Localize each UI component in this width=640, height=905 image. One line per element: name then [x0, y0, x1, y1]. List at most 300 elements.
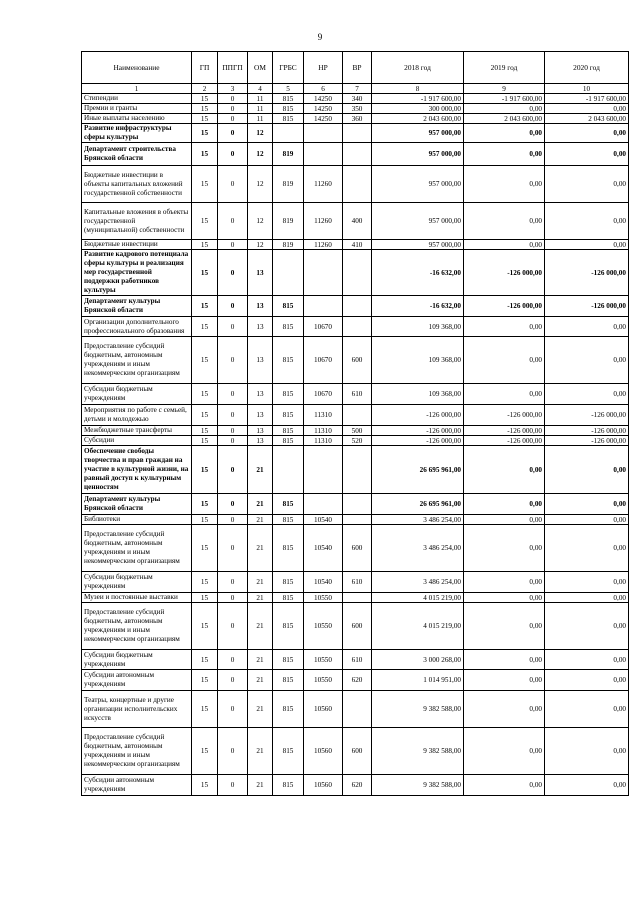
- amount-2020-cell: 0,00: [545, 515, 629, 525]
- om-cell: 11: [248, 104, 273, 114]
- row-name-cell: Иные выплаты населению: [82, 114, 192, 124]
- amount-2018-cell: 4 015 219,00: [372, 603, 464, 650]
- ppgp-cell: 0: [218, 405, 248, 426]
- amount-2018-cell: 26 695 961,00: [372, 494, 464, 515]
- row-name-cell: Предоставление субсидий бюджетным, автономным учреждениям и иным некоммерческим организациям: [82, 603, 192, 650]
- col-number: 8: [372, 84, 464, 94]
- grbs-cell: 815: [273, 650, 304, 670]
- table-row: [82, 603, 629, 650]
- gp-cell: 15: [192, 250, 218, 296]
- ppgp-cell: 0: [218, 593, 248, 603]
- amount-2018-cell: 26 695 961,00: [372, 446, 464, 494]
- amount-2018-cell: 109 368,00: [372, 384, 464, 405]
- grbs-cell: 815: [273, 494, 304, 515]
- grbs-cell: 815: [273, 104, 304, 114]
- grbs-cell: 815: [273, 593, 304, 603]
- gp-cell: 15: [192, 384, 218, 405]
- nr-cell: 10560: [304, 775, 343, 796]
- row-name-cell: Капитальные вложения в объекты государственной (муниципальной) собственности: [82, 203, 192, 240]
- amount-2019-cell: 0,00: [464, 603, 545, 650]
- ppgp-cell: 0: [218, 317, 248, 337]
- col-number: 4: [248, 84, 273, 94]
- grbs-cell: 815: [273, 94, 304, 104]
- om-cell: 21: [248, 572, 273, 593]
- om-cell: 13: [248, 436, 273, 446]
- amount-2018-cell: 1 014 951,00: [372, 670, 464, 691]
- nr-cell: 10540: [304, 525, 343, 572]
- amount-2020-cell: -1 917 600,00: [545, 94, 629, 104]
- nr-cell: 11310: [304, 405, 343, 426]
- table-row: [82, 525, 629, 572]
- nr-cell: 10550: [304, 593, 343, 603]
- amount-2020-cell: 0,00: [545, 494, 629, 515]
- amount-2020-cell: 0,00: [545, 143, 629, 166]
- nr-cell: [304, 124, 343, 143]
- vr-cell: 600: [343, 525, 372, 572]
- column-number-row: [82, 84, 629, 94]
- row-name-cell: Департамент культуры Брянской области: [82, 494, 192, 515]
- amount-2019-cell: -1 917 600,00: [464, 94, 545, 104]
- row-name-cell: Музеи и постоянные выставки: [82, 593, 192, 603]
- om-cell: 13: [248, 250, 273, 296]
- amount-2018-cell: -126 000,00: [372, 426, 464, 436]
- grbs-cell: 819: [273, 203, 304, 240]
- vr-cell: [343, 593, 372, 603]
- om-cell: 12: [248, 124, 273, 143]
- nr-cell: 14250: [304, 104, 343, 114]
- amount-2020-cell: 0,00: [545, 337, 629, 384]
- om-cell: 13: [248, 317, 273, 337]
- nr-cell: [304, 143, 343, 166]
- vr-cell: [343, 515, 372, 525]
- ppgp-cell: 0: [218, 124, 248, 143]
- om-cell: 21: [248, 525, 273, 572]
- om-cell: 11: [248, 114, 273, 124]
- grbs-cell: [273, 446, 304, 494]
- row-name-cell: Бюджетные инвестиции в объекты капитальных вложений государственной собственности: [82, 166, 192, 203]
- gp-cell: 15: [192, 572, 218, 593]
- vr-cell: 400: [343, 203, 372, 240]
- amount-2019-cell: -126 000,00: [464, 250, 545, 296]
- amount-2020-cell: 0,00: [545, 728, 629, 775]
- amount-2018-cell: 4 015 219,00: [372, 593, 464, 603]
- amount-2018-cell: 109 368,00: [372, 337, 464, 384]
- om-cell: 21: [248, 691, 273, 728]
- nr-cell: 10550: [304, 603, 343, 650]
- grbs-cell: 819: [273, 166, 304, 203]
- table-row: [82, 515, 629, 525]
- amount-2018-cell: 957 000,00: [372, 124, 464, 143]
- amount-2019-cell: 0,00: [464, 124, 545, 143]
- row-name-cell: Предоставление субсидий бюджетным, автономным учреждениям и иным некоммерческим организациям: [82, 525, 192, 572]
- nr-cell: 11260: [304, 203, 343, 240]
- table-row: [82, 572, 629, 593]
- amount-2018-cell: 3 000 268,00: [372, 650, 464, 670]
- table-row: [82, 296, 629, 317]
- grbs-cell: 815: [273, 317, 304, 337]
- col-header-grbs: ГРБС: [273, 52, 304, 84]
- table-row: [82, 240, 629, 250]
- gp-cell: 15: [192, 426, 218, 436]
- amount-2018-cell: -1 917 600,00: [372, 94, 464, 104]
- gp-cell: 15: [192, 593, 218, 603]
- amount-2019-cell: 2 043 600,00: [464, 114, 545, 124]
- vr-cell: 350: [343, 104, 372, 114]
- table-row: [82, 166, 629, 203]
- row-name-cell: Театры, концертные и другие организации исполнительских искусств: [82, 691, 192, 728]
- gp-cell: 15: [192, 203, 218, 240]
- gp-cell: 15: [192, 296, 218, 317]
- vr-cell: 620: [343, 775, 372, 796]
- col-header-2019: 2019 год: [464, 52, 545, 84]
- gp-cell: 15: [192, 446, 218, 494]
- ppgp-cell: 0: [218, 104, 248, 114]
- nr-cell: 14250: [304, 114, 343, 124]
- col-header-vr: ВР: [343, 52, 372, 84]
- grbs-cell: 815: [273, 775, 304, 796]
- table-row: [82, 143, 629, 166]
- amount-2020-cell: 2 043 600,00: [545, 114, 629, 124]
- table-row: [82, 494, 629, 515]
- amount-2019-cell: 0,00: [464, 104, 545, 114]
- amount-2020-cell: 0,00: [545, 593, 629, 603]
- nr-cell: 11310: [304, 426, 343, 436]
- om-cell: 11: [248, 94, 273, 104]
- amount-2020-cell: 0,00: [545, 166, 629, 203]
- amount-2018-cell: 3 486 254,00: [372, 525, 464, 572]
- ppgp-cell: 0: [218, 384, 248, 405]
- row-name-cell: Департамент строительства Брянской области: [82, 143, 192, 166]
- vr-cell: 520: [343, 436, 372, 446]
- vr-cell: [343, 296, 372, 317]
- row-name-cell: Субсидии: [82, 436, 192, 446]
- om-cell: 12: [248, 166, 273, 203]
- amount-2019-cell: 0,00: [464, 203, 545, 240]
- om-cell: 21: [248, 593, 273, 603]
- col-number: 7: [343, 84, 372, 94]
- amount-2019-cell: 0,00: [464, 691, 545, 728]
- table-row: [82, 124, 629, 143]
- row-name-cell: Обеспечение свободы творчества и прав граждан на участие в культурной жизни, на равный доступ к культурным ценностям: [82, 446, 192, 494]
- vr-cell: 340: [343, 94, 372, 104]
- nr-cell: [304, 296, 343, 317]
- grbs-cell: 815: [273, 405, 304, 426]
- gp-cell: 15: [192, 124, 218, 143]
- grbs-cell: [273, 250, 304, 296]
- grbs-cell: 819: [273, 240, 304, 250]
- amount-2019-cell: 0,00: [464, 494, 545, 515]
- nr-cell: 10560: [304, 691, 343, 728]
- vr-cell: [343, 494, 372, 515]
- ppgp-cell: 0: [218, 525, 248, 572]
- amount-2020-cell: 0,00: [545, 384, 629, 405]
- col-number: 6: [304, 84, 343, 94]
- grbs-cell: 815: [273, 436, 304, 446]
- ppgp-cell: 0: [218, 250, 248, 296]
- amount-2018-cell: 957 000,00: [372, 166, 464, 203]
- col-header-2018: 2018 год: [372, 52, 464, 84]
- ppgp-cell: 0: [218, 650, 248, 670]
- amount-2019-cell: -126 000,00: [464, 405, 545, 426]
- om-cell: 13: [248, 296, 273, 317]
- amount-2019-cell: 0,00: [464, 670, 545, 691]
- row-name-cell: Предоставление субсидий бюджетным, автономным учреждениям и иным некоммерческим организациям: [82, 337, 192, 384]
- amount-2019-cell: 0,00: [464, 337, 545, 384]
- amount-2020-cell: 0,00: [545, 670, 629, 691]
- row-name-cell: Субсидии автономным учреждениям: [82, 775, 192, 796]
- ppgp-cell: 0: [218, 446, 248, 494]
- om-cell: 21: [248, 446, 273, 494]
- ppgp-cell: 0: [218, 203, 248, 240]
- col-header-name: Наименование: [82, 52, 192, 84]
- amount-2020-cell: -126 000,00: [545, 426, 629, 436]
- nr-cell: [304, 494, 343, 515]
- om-cell: 21: [248, 775, 273, 796]
- amount-2019-cell: 0,00: [464, 515, 545, 525]
- gp-cell: 15: [192, 104, 218, 114]
- vr-cell: 410: [343, 240, 372, 250]
- amount-2020-cell: 0,00: [545, 572, 629, 593]
- amount-2018-cell: 9 382 588,00: [372, 728, 464, 775]
- vr-cell: 610: [343, 384, 372, 405]
- gp-cell: 15: [192, 143, 218, 166]
- amount-2020-cell: 0,00: [545, 317, 629, 337]
- amount-2018-cell: 957 000,00: [372, 240, 464, 250]
- table-row: [82, 446, 629, 494]
- grbs-cell: 815: [273, 337, 304, 384]
- nr-cell: 14250: [304, 94, 343, 104]
- vr-cell: 610: [343, 650, 372, 670]
- col-number: 3: [218, 84, 248, 94]
- table-row: [82, 94, 629, 104]
- budget-table: [81, 51, 629, 796]
- gp-cell: 15: [192, 337, 218, 384]
- grbs-cell: 819: [273, 143, 304, 166]
- nr-cell: 10670: [304, 337, 343, 384]
- ppgp-cell: 0: [218, 426, 248, 436]
- amount-2019-cell: 0,00: [464, 593, 545, 603]
- row-name-cell: Мероприятия по работе с семьей, детьми и молодежью: [82, 405, 192, 426]
- col-number: 10: [545, 84, 629, 94]
- amount-2019-cell: 0,00: [464, 166, 545, 203]
- grbs-cell: 815: [273, 603, 304, 650]
- amount-2019-cell: 0,00: [464, 384, 545, 405]
- vr-cell: [343, 317, 372, 337]
- nr-cell: 10550: [304, 670, 343, 691]
- table-row: [82, 203, 629, 240]
- ppgp-cell: 0: [218, 114, 248, 124]
- gp-cell: 15: [192, 775, 218, 796]
- vr-cell: [343, 166, 372, 203]
- amount-2018-cell: 957 000,00: [372, 143, 464, 166]
- row-name-cell: Межбюджетные трансферты: [82, 426, 192, 436]
- amount-2019-cell: 0,00: [464, 728, 545, 775]
- vr-cell: [343, 143, 372, 166]
- om-cell: 12: [248, 143, 273, 166]
- gp-cell: 15: [192, 728, 218, 775]
- amount-2018-cell: 3 486 254,00: [372, 515, 464, 525]
- row-name-cell: Предоставление субсидий бюджетным, автономным учреждениям и иным некоммерческим организациям: [82, 728, 192, 775]
- row-name-cell: Развитие инфраструктуры сферы культуры: [82, 124, 192, 143]
- amount-2018-cell: 109 368,00: [372, 317, 464, 337]
- ppgp-cell: 0: [218, 515, 248, 525]
- row-name-cell: Департамент культуры Брянской области: [82, 296, 192, 317]
- grbs-cell: 815: [273, 728, 304, 775]
- om-cell: 21: [248, 515, 273, 525]
- col-header-nr: НР: [304, 52, 343, 84]
- vr-cell: 620: [343, 670, 372, 691]
- row-name-cell: Премии и гранты: [82, 104, 192, 114]
- vr-cell: 600: [343, 603, 372, 650]
- ppgp-cell: 0: [218, 494, 248, 515]
- om-cell: 12: [248, 240, 273, 250]
- row-name-cell: Субсидии бюджетным учреждениям: [82, 572, 192, 593]
- ppgp-cell: 0: [218, 775, 248, 796]
- header-row: [82, 52, 629, 84]
- nr-cell: 11310: [304, 436, 343, 446]
- amount-2018-cell: 3 486 254,00: [372, 572, 464, 593]
- amount-2018-cell: 2 043 600,00: [372, 114, 464, 124]
- amount-2020-cell: 0,00: [545, 525, 629, 572]
- om-cell: 21: [248, 728, 273, 775]
- om-cell: 21: [248, 670, 273, 691]
- grbs-cell: 815: [273, 426, 304, 436]
- gp-cell: 15: [192, 94, 218, 104]
- amount-2020-cell: 0,00: [545, 446, 629, 494]
- gp-cell: 15: [192, 114, 218, 124]
- amount-2018-cell: -16 632,00: [372, 296, 464, 317]
- row-name-cell: Организации дополнительного профессионального образования: [82, 317, 192, 337]
- row-name-cell: Субсидии автономным учреждениям: [82, 670, 192, 691]
- amount-2019-cell: 0,00: [464, 143, 545, 166]
- table-row: [82, 593, 629, 603]
- ppgp-cell: 0: [218, 603, 248, 650]
- vr-cell: 610: [343, 572, 372, 593]
- vr-cell: [343, 124, 372, 143]
- ppgp-cell: 0: [218, 691, 248, 728]
- table-row: [82, 436, 629, 446]
- nr-cell: 11260: [304, 166, 343, 203]
- vr-cell: [343, 250, 372, 296]
- nr-cell: 10670: [304, 384, 343, 405]
- grbs-cell: 815: [273, 670, 304, 691]
- gp-cell: 15: [192, 405, 218, 426]
- table-row: [82, 405, 629, 426]
- nr-cell: 10560: [304, 728, 343, 775]
- amount-2018-cell: 9 382 588,00: [372, 691, 464, 728]
- ppgp-cell: 0: [218, 240, 248, 250]
- col-number: 1: [82, 84, 192, 94]
- col-header-gp: ГП: [192, 52, 218, 84]
- vr-cell: 600: [343, 728, 372, 775]
- om-cell: 12: [248, 203, 273, 240]
- table-row: [82, 650, 629, 670]
- nr-cell: [304, 446, 343, 494]
- om-cell: 21: [248, 650, 273, 670]
- table-row: [82, 691, 629, 728]
- table-row: [82, 317, 629, 337]
- ppgp-cell: 0: [218, 436, 248, 446]
- table-row: [82, 775, 629, 796]
- amount-2019-cell: 0,00: [464, 317, 545, 337]
- amount-2020-cell: 0,00: [545, 603, 629, 650]
- col-header-2020: 2020 год: [545, 52, 629, 84]
- table-row: [82, 114, 629, 124]
- table-row: [82, 250, 629, 296]
- nr-cell: 10540: [304, 515, 343, 525]
- col-number: 5: [273, 84, 304, 94]
- col-header-ppgp: ППГП: [218, 52, 248, 84]
- grbs-cell: 815: [273, 515, 304, 525]
- row-name-cell: Библиотеки: [82, 515, 192, 525]
- ppgp-cell: 0: [218, 337, 248, 384]
- amount-2020-cell: 0,00: [545, 240, 629, 250]
- ppgp-cell: 0: [218, 670, 248, 691]
- col-header-om: ОМ: [248, 52, 273, 84]
- gp-cell: 15: [192, 436, 218, 446]
- vr-cell: [343, 691, 372, 728]
- amount-2018-cell: 300 000,00: [372, 104, 464, 114]
- ppgp-cell: 0: [218, 296, 248, 317]
- amount-2018-cell: -126 000,00: [372, 405, 464, 426]
- table-row: [82, 384, 629, 405]
- table-row: [82, 104, 629, 114]
- amount-2019-cell: 0,00: [464, 572, 545, 593]
- amount-2019-cell: -126 000,00: [464, 436, 545, 446]
- grbs-cell: 815: [273, 296, 304, 317]
- col-number: 9: [464, 84, 545, 94]
- amount-2020-cell: 0,00: [545, 124, 629, 143]
- gp-cell: 15: [192, 650, 218, 670]
- gp-cell: 15: [192, 670, 218, 691]
- amount-2019-cell: -126 000,00: [464, 426, 545, 436]
- gp-cell: 15: [192, 515, 218, 525]
- amount-2020-cell: -126 000,00: [545, 405, 629, 426]
- vr-cell: [343, 405, 372, 426]
- amount-2020-cell: 0,00: [545, 691, 629, 728]
- amount-2020-cell: 0,00: [545, 203, 629, 240]
- vr-cell: [343, 446, 372, 494]
- table-row: [82, 337, 629, 384]
- om-cell: 13: [248, 384, 273, 405]
- amount-2019-cell: 0,00: [464, 525, 545, 572]
- gp-cell: 15: [192, 166, 218, 203]
- grbs-cell: 815: [273, 384, 304, 405]
- nr-cell: [304, 250, 343, 296]
- amount-2019-cell: 0,00: [464, 775, 545, 796]
- col-number: 2: [192, 84, 218, 94]
- amount-2018-cell: 957 000,00: [372, 203, 464, 240]
- amount-2020-cell: 0,00: [545, 775, 629, 796]
- page-number: 9: [317, 32, 323, 42]
- om-cell: 13: [248, 426, 273, 436]
- amount-2018-cell: -16 632,00: [372, 250, 464, 296]
- nr-cell: 10550: [304, 650, 343, 670]
- row-name-cell: Субсидии бюджетным учреждениям: [82, 384, 192, 405]
- row-name-cell: Бюджетные инвестиции: [82, 240, 192, 250]
- amount-2019-cell: 0,00: [464, 446, 545, 494]
- vr-cell: 360: [343, 114, 372, 124]
- grbs-cell: 815: [273, 691, 304, 728]
- amount-2019-cell: 0,00: [464, 650, 545, 670]
- ppgp-cell: 0: [218, 94, 248, 104]
- table-row: [82, 426, 629, 436]
- ppgp-cell: 0: [218, 166, 248, 203]
- amount-2019-cell: 0,00: [464, 240, 545, 250]
- gp-cell: 15: [192, 603, 218, 650]
- gp-cell: 15: [192, 691, 218, 728]
- vr-cell: 600: [343, 337, 372, 384]
